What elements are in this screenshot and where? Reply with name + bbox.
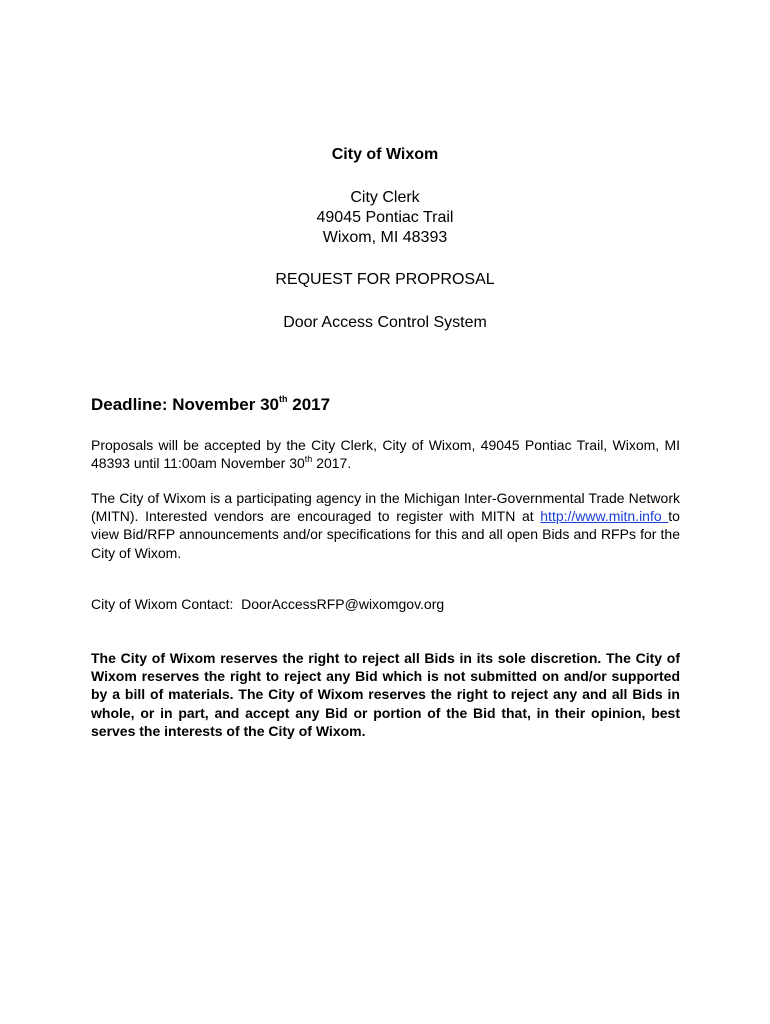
submission-superscript: th [304, 453, 313, 464]
document-subject: Door Access Control System [283, 314, 487, 331]
contact-line [91, 595, 444, 613]
submission-text-a: Proposals will be accepted by the City Clerk, City of Wixom, 49045 Pontiac Trail, Wixom, MI 48393 until 11:00am November 30 [91, 437, 680, 472]
document-type: REQUEST FOR PROPROSAL [275, 271, 495, 288]
organization-title: City of Wixom [331, 146, 439, 163]
contact-label: City of Wixom Contact: [91, 596, 242, 612]
mitn-text-b: to view Bid/RFP announcements and/or specifications for this and all open Bids and RFPs for the City of Wixom. [91, 508, 680, 561]
deadline-heading [91, 394, 330, 416]
office-name: City Clerk [350, 189, 420, 206]
contact-email[interactable]: DoorAccessRFP@wixomgov.org [241, 596, 445, 612]
rights-disclaimer: The City of Wixom reserves the right to reject all Bids in its sole discretion. The City of Wixom reserves the right to reject any Bid which is not submitted on and/or supported by a bill of materials. The City of Wixom reserves the right to reject any and all Bids in whole, or in part, and accept any Bid or portion of the Bid that, in their opinion, best serves the interests of the City of Wixom. [91, 650, 680, 739]
submission-text-b: 2017. [312, 455, 352, 472]
deadline-superscript: th [279, 394, 288, 405]
city-state-zip: Wixom, MI 48393 [322, 229, 448, 246]
mitn-paragraph [91, 489, 680, 562]
street-address: 49045 Pontiac Trail [316, 209, 454, 226]
mitn-text-a: The City of Wixom is a participating agency in the Michigan Inter-Governmental Trade Network (MITN). Interested vendors are encouraged to register with MITN at [91, 490, 680, 525]
mitn-link[interactable]: http://www.mitn.info [540, 508, 669, 525]
deadline-suffix: 2017 [287, 395, 331, 414]
deadline-prefix: Deadline: November 30 [91, 395, 280, 414]
submission-paragraph [91, 436, 680, 472]
